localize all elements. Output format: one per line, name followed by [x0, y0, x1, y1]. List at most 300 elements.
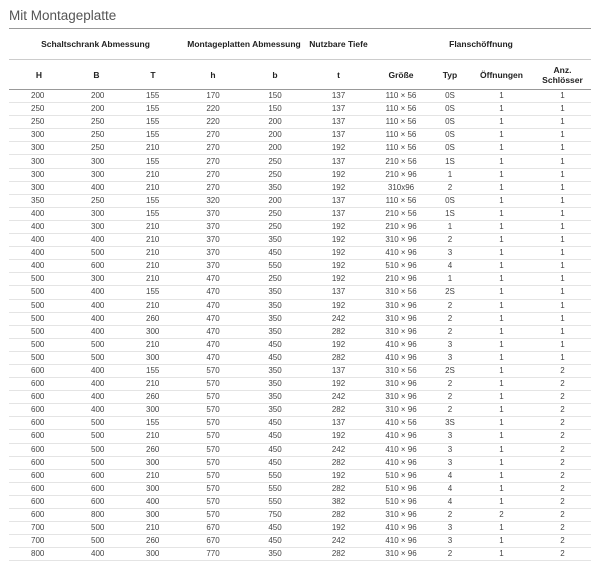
- cell-schloesser: 1: [534, 142, 591, 155]
- cell-oeffnungen: 1: [469, 286, 534, 299]
- cell-H: 400: [9, 220, 69, 233]
- table-row: [9, 194, 591, 207]
- cell-T: 210: [124, 273, 182, 286]
- cell-h: 470: [182, 312, 244, 325]
- cell-T: 300: [124, 456, 182, 469]
- cell-oeffnungen: 1: [469, 325, 534, 338]
- cell-H: 300: [9, 155, 69, 168]
- cell-B: 250: [69, 142, 124, 155]
- cell-b: 550: [244, 495, 306, 508]
- cell-oeffnungen: 1: [469, 103, 534, 116]
- cell-H: 400: [9, 260, 69, 273]
- cell-schloesser: 1: [534, 155, 591, 168]
- cell-B: 400: [69, 378, 124, 391]
- cell-t: 192: [306, 260, 371, 273]
- cell-b: 450: [244, 535, 306, 548]
- cell-t: 137: [306, 364, 371, 377]
- cell-H: 600: [9, 482, 69, 495]
- cell-T: 155: [124, 116, 182, 129]
- cell-typ: 1: [431, 220, 469, 233]
- cell-t: 137: [306, 417, 371, 430]
- cell-B: 800: [69, 509, 124, 522]
- cell-H: 300: [9, 129, 69, 142]
- cell-T: 210: [124, 469, 182, 482]
- cell-h: 570: [182, 364, 244, 377]
- table-row: [9, 535, 591, 548]
- cell-oeffnungen: 1: [469, 142, 534, 155]
- cell-H: 500: [9, 273, 69, 286]
- cell-H: 600: [9, 495, 69, 508]
- cell-schloesser: 2: [534, 430, 591, 443]
- cell-t: 192: [306, 469, 371, 482]
- cell-oeffnungen: 1: [469, 417, 534, 430]
- cell-groesse: 110 × 56: [371, 116, 431, 129]
- cell-h: 570: [182, 469, 244, 482]
- cell-t: 192: [306, 273, 371, 286]
- cell-h: 570: [182, 509, 244, 522]
- cell-b: 250: [244, 273, 306, 286]
- cell-b: 250: [244, 207, 306, 220]
- cell-T: 210: [124, 247, 182, 260]
- cell-t: 282: [306, 456, 371, 469]
- cell-typ: 1S: [431, 155, 469, 168]
- cell-groesse: 210 × 96: [371, 168, 431, 181]
- cell-groesse: 410 × 96: [371, 338, 431, 351]
- cell-t: 137: [306, 155, 371, 168]
- cell-B: 500: [69, 417, 124, 430]
- table-row: [9, 482, 591, 495]
- cell-t: 242: [306, 312, 371, 325]
- cell-b: 150: [244, 103, 306, 116]
- cell-t: 137: [306, 103, 371, 116]
- cell-t: 282: [306, 482, 371, 495]
- cell-groesse: 110 × 56: [371, 103, 431, 116]
- cell-T: 210: [124, 299, 182, 312]
- cell-h: 570: [182, 456, 244, 469]
- cell-H: 400: [9, 207, 69, 220]
- cell-T: 260: [124, 535, 182, 548]
- cell-typ: 0S: [431, 103, 469, 116]
- cell-b: 450: [244, 522, 306, 535]
- cell-t: 192: [306, 142, 371, 155]
- cell-b: 450: [244, 247, 306, 260]
- cell-schloesser: 2: [534, 522, 591, 535]
- col-header-H: H: [9, 60, 69, 90]
- col-header-schloesser: Anz. Schlösser: [534, 60, 591, 90]
- table-row: [9, 404, 591, 417]
- cell-schloesser: 2: [534, 456, 591, 469]
- cell-typ: 3: [431, 535, 469, 548]
- cell-B: 250: [69, 129, 124, 142]
- cell-H: 600: [9, 443, 69, 456]
- cell-T: 155: [124, 103, 182, 116]
- cell-schloesser: 2: [534, 469, 591, 482]
- cell-h: 470: [182, 286, 244, 299]
- cell-b: 350: [244, 286, 306, 299]
- cell-groesse: 410 × 96: [371, 247, 431, 260]
- cell-H: 300: [9, 181, 69, 194]
- cell-t: 192: [306, 299, 371, 312]
- cell-h: 170: [182, 90, 244, 103]
- cell-t: 382: [306, 495, 371, 508]
- cell-t: 282: [306, 548, 371, 561]
- cell-T: 155: [124, 286, 182, 299]
- table-row: [9, 509, 591, 522]
- table-row: [9, 286, 591, 299]
- cell-schloesser: 2: [534, 417, 591, 430]
- cell-typ: 3S: [431, 417, 469, 430]
- dimensions-table: [9, 28, 591, 561]
- cell-t: 282: [306, 404, 371, 417]
- cell-t: 137: [306, 116, 371, 129]
- cell-schloesser: 1: [534, 351, 591, 364]
- cell-schloesser: 2: [534, 391, 591, 404]
- col-header-B: B: [69, 60, 124, 90]
- cell-oeffnungen: 1: [469, 299, 534, 312]
- cell-t: 137: [306, 90, 371, 103]
- cell-H: 400: [9, 247, 69, 260]
- cell-T: 300: [124, 404, 182, 417]
- cell-b: 750: [244, 509, 306, 522]
- cell-oeffnungen: 1: [469, 364, 534, 377]
- cell-groesse: 410 × 96: [371, 522, 431, 535]
- cell-h: 220: [182, 103, 244, 116]
- cell-typ: 2S: [431, 364, 469, 377]
- table-row: [9, 325, 591, 338]
- cell-T: 210: [124, 168, 182, 181]
- cell-H: 500: [9, 325, 69, 338]
- table-row: [9, 155, 591, 168]
- cell-b: 550: [244, 469, 306, 482]
- col-header-groesse: Größe: [371, 60, 431, 90]
- cell-H: 500: [9, 312, 69, 325]
- cell-B: 500: [69, 522, 124, 535]
- cell-typ: 3: [431, 443, 469, 456]
- cell-T: 210: [124, 378, 182, 391]
- cell-schloesser: 1: [534, 325, 591, 338]
- cell-typ: 1: [431, 168, 469, 181]
- cell-T: 155: [124, 155, 182, 168]
- cell-oeffnungen: 1: [469, 522, 534, 535]
- cell-typ: 0S: [431, 142, 469, 155]
- cell-b: 450: [244, 351, 306, 364]
- cell-typ: 1S: [431, 207, 469, 220]
- cell-T: 155: [124, 417, 182, 430]
- cell-schloesser: 1: [534, 286, 591, 299]
- cell-groesse: 310 × 96: [371, 548, 431, 561]
- cell-oeffnungen: 1: [469, 234, 534, 247]
- table-row: [9, 456, 591, 469]
- cell-groesse: 110 × 56: [371, 194, 431, 207]
- cell-groesse: 410 × 96: [371, 535, 431, 548]
- cell-t: 282: [306, 351, 371, 364]
- table-row: [9, 378, 591, 391]
- cell-H: 500: [9, 351, 69, 364]
- cell-schloesser: 1: [534, 181, 591, 194]
- cell-B: 400: [69, 325, 124, 338]
- cell-T: 155: [124, 90, 182, 103]
- cell-B: 300: [69, 220, 124, 233]
- cell-groesse: 510 × 96: [371, 469, 431, 482]
- cell-B: 400: [69, 286, 124, 299]
- cell-b: 450: [244, 443, 306, 456]
- cell-H: 400: [9, 234, 69, 247]
- table-row: [9, 207, 591, 220]
- cell-oeffnungen: 1: [469, 548, 534, 561]
- cell-schloesser: 1: [534, 129, 591, 142]
- cell-b: 200: [244, 142, 306, 155]
- cell-typ: 4: [431, 482, 469, 495]
- cell-schloesser: 1: [534, 312, 591, 325]
- cell-t: 192: [306, 378, 371, 391]
- cell-typ: 2: [431, 181, 469, 194]
- cell-h: 770: [182, 548, 244, 561]
- cell-typ: 2: [431, 234, 469, 247]
- cell-typ: 2: [431, 299, 469, 312]
- cell-oeffnungen: 1: [469, 338, 534, 351]
- cell-b: 150: [244, 90, 306, 103]
- table-row: [9, 430, 591, 443]
- cell-B: 400: [69, 181, 124, 194]
- cell-B: 400: [69, 364, 124, 377]
- table-row: [9, 103, 591, 116]
- cell-groesse: 310 × 96: [371, 312, 431, 325]
- cell-T: 260: [124, 312, 182, 325]
- cell-h: 570: [182, 378, 244, 391]
- cell-b: 200: [244, 194, 306, 207]
- page-title: Mit Montageplatte: [9, 8, 117, 23]
- cell-typ: 2: [431, 548, 469, 561]
- cell-T: 210: [124, 430, 182, 443]
- cell-H: 600: [9, 404, 69, 417]
- cell-typ: 0S: [431, 129, 469, 142]
- cell-H: 700: [9, 535, 69, 548]
- cell-groesse: 310 × 96: [371, 299, 431, 312]
- cell-t: 192: [306, 430, 371, 443]
- table-row: [9, 391, 591, 404]
- table-row: [9, 116, 591, 129]
- cell-schloesser: 1: [534, 168, 591, 181]
- cell-B: 600: [69, 495, 124, 508]
- cell-T: 210: [124, 260, 182, 273]
- cell-t: 192: [306, 234, 371, 247]
- cell-H: 600: [9, 430, 69, 443]
- cell-typ: 2: [431, 325, 469, 338]
- cell-H: 500: [9, 286, 69, 299]
- table-row: [9, 443, 591, 456]
- cell-t: 137: [306, 194, 371, 207]
- cell-typ: 0S: [431, 116, 469, 129]
- cell-T: 210: [124, 338, 182, 351]
- table-row: [9, 495, 591, 508]
- table-row: [9, 312, 591, 325]
- cell-schloesser: 2: [534, 364, 591, 377]
- cell-B: 600: [69, 482, 124, 495]
- cell-schloesser: 1: [534, 273, 591, 286]
- table-row: [9, 247, 591, 260]
- cell-H: 250: [9, 116, 69, 129]
- cell-h: 470: [182, 299, 244, 312]
- cell-h: 570: [182, 495, 244, 508]
- cell-b: 450: [244, 417, 306, 430]
- cell-schloesser: 1: [534, 220, 591, 233]
- cell-oeffnungen: 2: [469, 509, 534, 522]
- table-row: [9, 299, 591, 312]
- cell-t: 192: [306, 338, 371, 351]
- cell-oeffnungen: 1: [469, 90, 534, 103]
- cell-H: 200: [9, 90, 69, 103]
- cell-B: 400: [69, 548, 124, 561]
- cell-oeffnungen: 1: [469, 181, 534, 194]
- cell-schloesser: 1: [534, 90, 591, 103]
- cell-B: 300: [69, 155, 124, 168]
- table-row: [9, 168, 591, 181]
- cell-oeffnungen: 1: [469, 404, 534, 417]
- cell-B: 300: [69, 207, 124, 220]
- cell-typ: 4: [431, 495, 469, 508]
- cell-b: 450: [244, 430, 306, 443]
- cell-h: 270: [182, 181, 244, 194]
- cell-groesse: 510 × 96: [371, 482, 431, 495]
- cell-t: 242: [306, 535, 371, 548]
- cell-b: 350: [244, 391, 306, 404]
- cell-H: 600: [9, 469, 69, 482]
- cell-t: 137: [306, 129, 371, 142]
- table-row: [9, 260, 591, 273]
- cell-B: 400: [69, 312, 124, 325]
- cell-schloesser: 2: [534, 548, 591, 561]
- cell-h: 470: [182, 351, 244, 364]
- cell-schloesser: 2: [534, 509, 591, 522]
- cell-b: 200: [244, 116, 306, 129]
- cell-typ: 3: [431, 430, 469, 443]
- cell-h: 470: [182, 338, 244, 351]
- cell-T: 260: [124, 391, 182, 404]
- cell-b: 350: [244, 404, 306, 417]
- table-row: [9, 181, 591, 194]
- cell-b: 550: [244, 260, 306, 273]
- column-header-row: [9, 60, 591, 90]
- cell-typ: 2: [431, 509, 469, 522]
- table-row: [9, 220, 591, 233]
- cell-oeffnungen: 1: [469, 495, 534, 508]
- cell-h: 270: [182, 168, 244, 181]
- cell-groesse: 410 × 96: [371, 430, 431, 443]
- group-flanschoeffnung: Flanschöffnung: [371, 29, 591, 60]
- col-header-h: h: [182, 60, 244, 90]
- cell-oeffnungen: 1: [469, 482, 534, 495]
- cell-groesse: 210 × 96: [371, 220, 431, 233]
- cell-T: 260: [124, 443, 182, 456]
- cell-B: 600: [69, 260, 124, 273]
- cell-H: 500: [9, 299, 69, 312]
- cell-T: 210: [124, 522, 182, 535]
- cell-typ: 3: [431, 456, 469, 469]
- table-row: [9, 234, 591, 247]
- cell-typ: 2S: [431, 286, 469, 299]
- cell-b: 450: [244, 456, 306, 469]
- cell-groesse: 510 × 96: [371, 495, 431, 508]
- cell-groesse: 310 × 96: [371, 391, 431, 404]
- cell-h: 570: [182, 404, 244, 417]
- cell-oeffnungen: 1: [469, 469, 534, 482]
- cell-oeffnungen: 1: [469, 535, 534, 548]
- cell-h: 370: [182, 260, 244, 273]
- cell-groesse: 410 × 96: [371, 443, 431, 456]
- cell-schloesser: 1: [534, 116, 591, 129]
- cell-b: 350: [244, 181, 306, 194]
- cell-oeffnungen: 1: [469, 312, 534, 325]
- cell-t: 192: [306, 522, 371, 535]
- cell-typ: 2: [431, 404, 469, 417]
- group-montageplatten: Montageplatten Abmessung: [182, 29, 306, 60]
- cell-B: 600: [69, 469, 124, 482]
- cell-schloesser: 1: [534, 338, 591, 351]
- cell-groesse: 310 × 96: [371, 234, 431, 247]
- cell-oeffnungen: 1: [469, 116, 534, 129]
- cell-b: 350: [244, 364, 306, 377]
- col-header-t: t: [306, 60, 371, 90]
- cell-T: 155: [124, 364, 182, 377]
- cell-groesse: 310 × 96: [371, 325, 431, 338]
- cell-h: 370: [182, 220, 244, 233]
- cell-b: 450: [244, 338, 306, 351]
- cell-groesse: 210 × 56: [371, 155, 431, 168]
- cell-h: 570: [182, 430, 244, 443]
- cell-h: 470: [182, 273, 244, 286]
- cell-t: 242: [306, 391, 371, 404]
- table-row: [9, 90, 591, 103]
- cell-H: 600: [9, 456, 69, 469]
- cell-h: 220: [182, 116, 244, 129]
- cell-typ: 3: [431, 351, 469, 364]
- cell-typ: 2: [431, 391, 469, 404]
- table-row: [9, 417, 591, 430]
- cell-B: 400: [69, 404, 124, 417]
- cell-b: 350: [244, 325, 306, 338]
- cell-t: 137: [306, 286, 371, 299]
- cell-h: 320: [182, 194, 244, 207]
- cell-T: 210: [124, 220, 182, 233]
- cell-typ: 0S: [431, 90, 469, 103]
- cell-t: 282: [306, 509, 371, 522]
- cell-b: 200: [244, 129, 306, 142]
- cell-h: 370: [182, 247, 244, 260]
- cell-T: 155: [124, 129, 182, 142]
- cell-b: 350: [244, 234, 306, 247]
- cell-B: 500: [69, 443, 124, 456]
- cell-schloesser: 2: [534, 495, 591, 508]
- cell-T: 300: [124, 351, 182, 364]
- cell-schloesser: 1: [534, 260, 591, 273]
- cell-B: 500: [69, 351, 124, 364]
- cell-groesse: 110 × 56: [371, 90, 431, 103]
- cell-T: 300: [124, 509, 182, 522]
- cell-B: 500: [69, 535, 124, 548]
- cell-t: 282: [306, 325, 371, 338]
- cell-h: 270: [182, 142, 244, 155]
- cell-h: 570: [182, 391, 244, 404]
- cell-t: 242: [306, 443, 371, 456]
- cell-schloesser: 1: [534, 299, 591, 312]
- cell-B: 200: [69, 103, 124, 116]
- cell-H: 300: [9, 142, 69, 155]
- cell-T: 400: [124, 495, 182, 508]
- cell-schloesser: 1: [534, 247, 591, 260]
- table-row: [9, 548, 591, 561]
- cell-B: 300: [69, 273, 124, 286]
- cell-H: 300: [9, 168, 69, 181]
